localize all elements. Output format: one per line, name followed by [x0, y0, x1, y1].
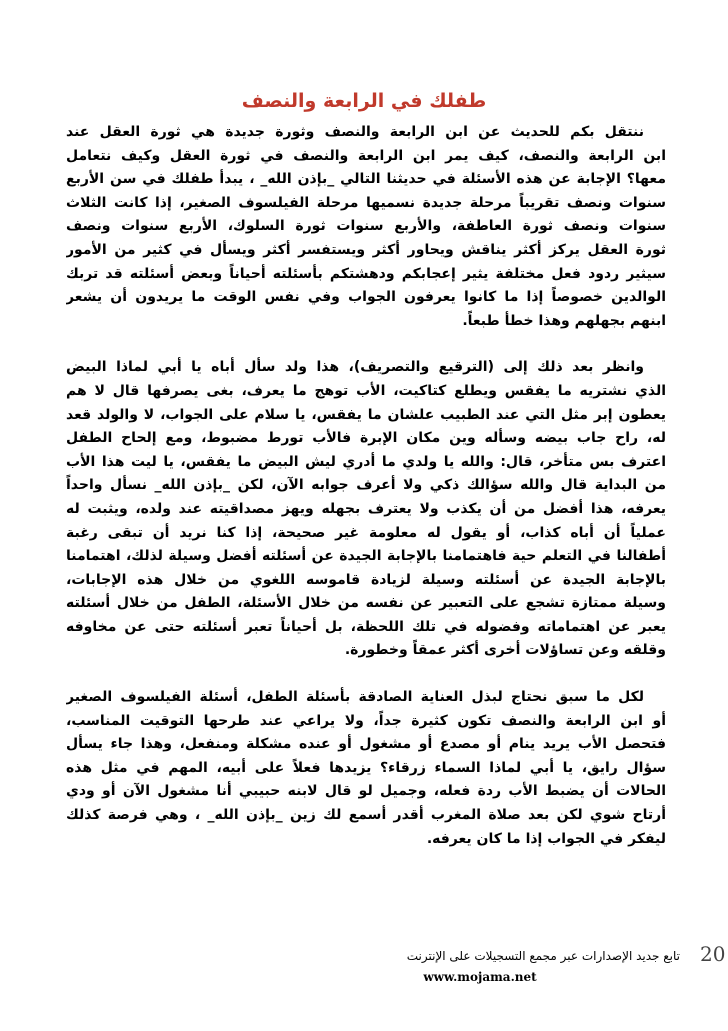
text-line: ابنهم بجهلهم وهذا خطأ طبعاً.	[462, 312, 666, 329]
text-line: وانظر بعد ذلك إلى (الترقيع والتصريف)، هذا ولد سأل أباه يا أبي لماذا البيض	[66, 359, 644, 376]
text-line: سيثير ردود فعل مختلفة يثير إعجابكم ودهشتكم بأسئلته أحياناً وبعض أسئلته قد تربك	[66, 265, 666, 282]
text-line: له، راح جاب بيضه وسأله وين مكان الإبرة فالأب تورط مضبوط، ومع إلحاح الطفل	[66, 430, 666, 447]
page-number: 20	[700, 942, 726, 966]
text-line: الذي نشتريه ما يفقس ويطلع كتاكيت، الأب توهج ما يعرف، بغى يصرفها قال لا هم	[66, 382, 666, 399]
text-line: بالإجابة الجيدة عن أسئلته وسيلة لزيادة قاموسه اللغوي من خلال هذه الإجابات،	[66, 571, 666, 588]
text-line: الوالدين خصوصاً إذا ما كانوا يعرفون الجواب وفي نفس الوقت ما يريدون أن يشعر	[66, 289, 666, 306]
footer-url[interactable]: www.mojama.net	[423, 970, 537, 984]
text-line: أو ابن الرابعة والنصف تكون كثيرة جداً، ولا يراعي عند طرحها التوقيت المناسب،	[66, 712, 666, 729]
text-line: سنوات ونصف ثورة العاطفة، والأربع سنوات ثورة السلوك، الأربع سنوات ونصف	[66, 218, 666, 235]
text-line: ننتقل بكم للحديث عن ابن الرابعة والنصف وثورة جديدة هي ثورة العقل عند	[66, 124, 644, 140]
text-line: يعبر عن اهتماماته وفضوله في تلك اللحظة، بل أحياناً تعبر أسئلته حتى عن مخاوفه	[66, 618, 666, 635]
text-line: أطفالنا في التعلم حية فاهتمامنا بالإجابة الجيدة عن أسئلته أفضل وسيلة لذلك، اهتمامنا	[66, 548, 666, 565]
document-title: طفلك في الرابعة والنصف	[241, 90, 487, 112]
paragraph-2	[66, 356, 666, 663]
text-line: يعطون إبر مثل التي عند الطبيب علشان ما يفقس، يا سلام على الجواب، لا والولد قعد	[66, 406, 666, 423]
text-line: وسيلة ممتازة تشجع على التعبير عن نفسه من خلال الأسئلة، الطفل من خلال أسئلته	[66, 595, 666, 612]
text-line: ابن الرابعة والنصف، كيف يمر ابن الرابعة والنصف في ثورة العقل وكيف نتعامل	[66, 147, 666, 164]
document-body	[66, 121, 666, 851]
text-line: فتحصل الأب يريد ينام أو مصدع أو مشغول أو عنده مشكلة ومنفعل، وهذا جاء يسأل	[66, 736, 666, 753]
text-line: وقلقه وعن تساؤلات أخرى أكثر عمقاً وخطورة.	[344, 642, 666, 659]
text-line: الحالات أن يضبط الأب ردة فعله، وجميل لو قال لابنه حبيبي أنا مشغول الآن أو ودي	[66, 783, 666, 800]
paragraph-3	[66, 686, 666, 851]
text-line: لكل ما سبق نحتاج لبذل العناية الصادقة بأسئلة الطفل، أسئلة الفيلسوف الصغير	[66, 689, 644, 706]
text-line: معها؟ الإجابة عن هذه الأسئلة في حديثنا التالي _بإذن الله_ ، يبدأ طفلك في سن الأربع	[66, 171, 666, 188]
text-line: يعرفه، هذا أفضل من أن يكذب ولا يعترف بجهله ويهز مصداقيته عند ولده، ويثبت له	[66, 500, 666, 517]
text-line: سؤال رايق، يا أبي لماذا السماء زرقاء؟ يزيدها فعلاً على أبيه، المهم في مثل هذه	[66, 759, 666, 776]
footer-text: تابع جديد الإصدارات عبر مجمع التسجيلات على الإنترنت	[406, 949, 680, 963]
text-line: من البداية قال والله سؤالك ذكي ولا أعرف جوابه الآن، لكن _بإذن الله_ نسأل واحداً	[66, 477, 666, 494]
text-line: ثورة العقل يركز أكثر يناقش ويحاور أكثر ويستفسر أكثر ويسأل في كثير من الأمور	[66, 241, 666, 258]
text-line: ليفكر في الجواب إذا ما كان يعرفه.	[426, 830, 666, 847]
paragraph-1	[66, 121, 666, 333]
text-line: أرتاح شوي لكن بعد صلاة المغرب أقدر أسمع لك زين _بإذن الله_ ، وهي فرصة كذلك	[66, 807, 666, 824]
text-line: اعترف بس متأخر، قال: والله يا ولدي ما أدري ليش البيض ما يفقس، يا ليت هذا الأب	[66, 453, 666, 470]
text-line: عملياً أن أباه كذاب، أو يقول له معلومة غير صحيحة، إذا كنا نريد أن تبقى رغبة	[66, 524, 666, 541]
text-line: سنوات ونصف تقريباً مرحلة جديدة نسميها مرحلة الفيلسوف الصغير، إذا كانت الثلاث	[66, 194, 666, 211]
